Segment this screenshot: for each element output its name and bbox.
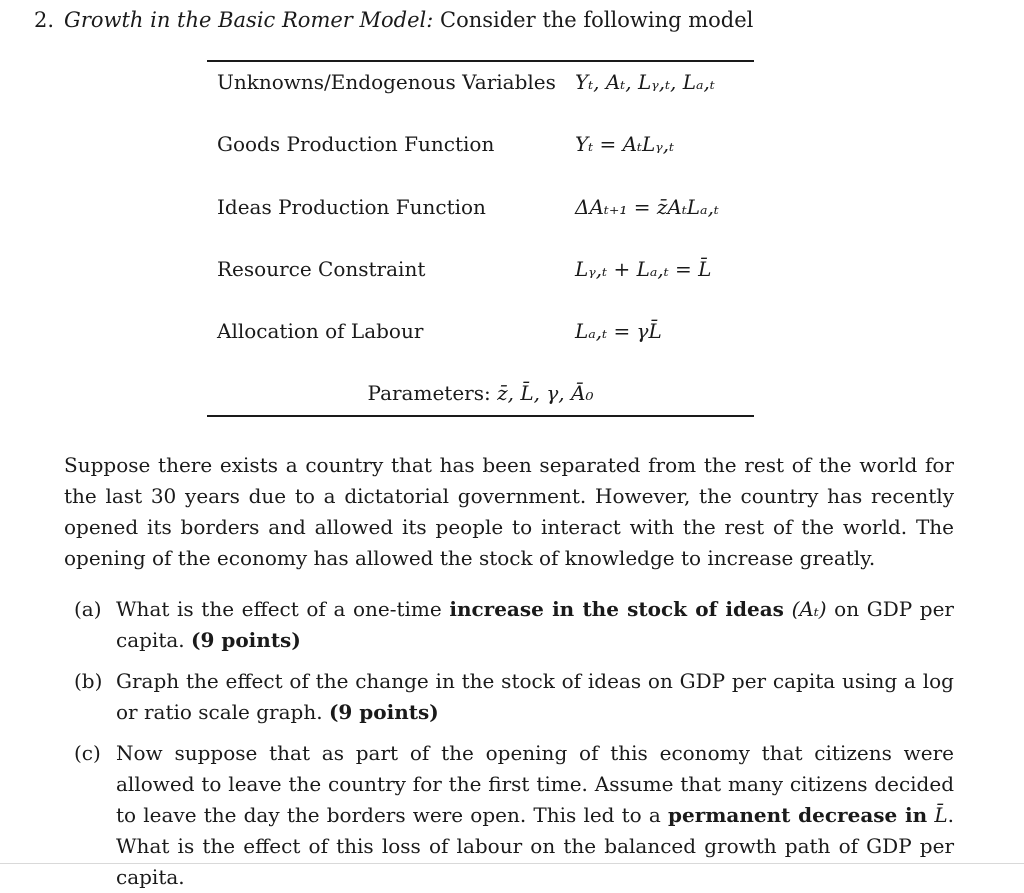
page-bottom-divider (0, 863, 1024, 864)
table-row-ideas-production (217, 195, 757, 227)
question-title: Growth in the Basic Romer Model: (64, 8, 434, 32)
parameters-values: z̄, L̄, γ, Ā₀ (497, 381, 594, 405)
table-row-allocation-of-labour (217, 319, 757, 351)
question-heading (34, 8, 753, 32)
row-equation: Lᵧ,ₜ + Lₐ,ₜ = L̄ (575, 257, 712, 281)
scenario-paragraph: Suppose there exists a country that has been separated from the rest of the world for the last 30 years due to a dictatorial government. However, the country has recently opened its borders and allowed its people to interact with the rest of the world. The opening of the economy has allowed the stock of knowledge to increase greatly. (64, 453, 954, 570)
row-equation: ΔAₜ₊₁ = z̄AₜLₐ,ₜ (575, 195, 719, 219)
table-row-unknowns (217, 70, 757, 102)
part-a-math: (Aₜ) (791, 597, 827, 621)
part-b-marker: (b) (74, 669, 103, 693)
row-equation: Lₐ,ₜ = γL̄ (575, 319, 662, 343)
part-c-text (116, 738, 954, 893)
parameters-label: Parameters: (367, 381, 491, 405)
part-b-pre: Graph the effect of the change in the stock of ideas on GDP per capita using a log or ratio scale graph. (116, 669, 954, 724)
table-bottom-rule (207, 415, 754, 417)
table-top-rule (207, 60, 754, 62)
row-label: Resource Constraint (217, 257, 426, 281)
question-number: 2. (34, 8, 55, 32)
part-c-post: . What is the effect of this loss of labour on the balanced growth path of GDP per capita. (116, 803, 954, 889)
row-label: Allocation of Labour (217, 319, 424, 343)
table-row-goods-production (217, 132, 757, 164)
row-equation: Yₜ = AₜLᵧ,ₜ (575, 132, 675, 156)
part-b-points: (9 points) (328, 700, 439, 724)
part-c-marker: (c) (74, 741, 101, 765)
row-label: Ideas Production Function (217, 195, 486, 219)
parameters-line (207, 381, 754, 405)
row-equation: Yₜ, Aₜ, Lᵧ,ₜ, Lₐ,ₜ (575, 70, 715, 94)
part-c-bold: permanent decrease in (667, 803, 928, 827)
part-a-points: (9 points) (191, 628, 301, 652)
part-a-text (116, 594, 954, 656)
part-a-marker: (a) (74, 597, 102, 621)
question-intro: Consider the following model (440, 8, 754, 32)
part-c-math: L̄ (934, 803, 948, 827)
row-label: Unknowns/Endogenous Variables (217, 70, 556, 94)
part-b-text (116, 666, 954, 728)
row-label: Goods Production Function (217, 132, 495, 156)
part-a-post: on GDP per capita. (116, 597, 954, 652)
table-row-resource-constraint (217, 257, 757, 289)
part-a-bold: increase in the stock of ideas (449, 597, 784, 621)
part-a-pre: What is the effect of a one-time (116, 597, 450, 621)
part-c-pre: Now suppose that as part of the opening of this economy that citizens were allowed to leave the country for the first time. Assume that many citizens decided to leave the day the borders were open. This led to a (116, 741, 954, 827)
